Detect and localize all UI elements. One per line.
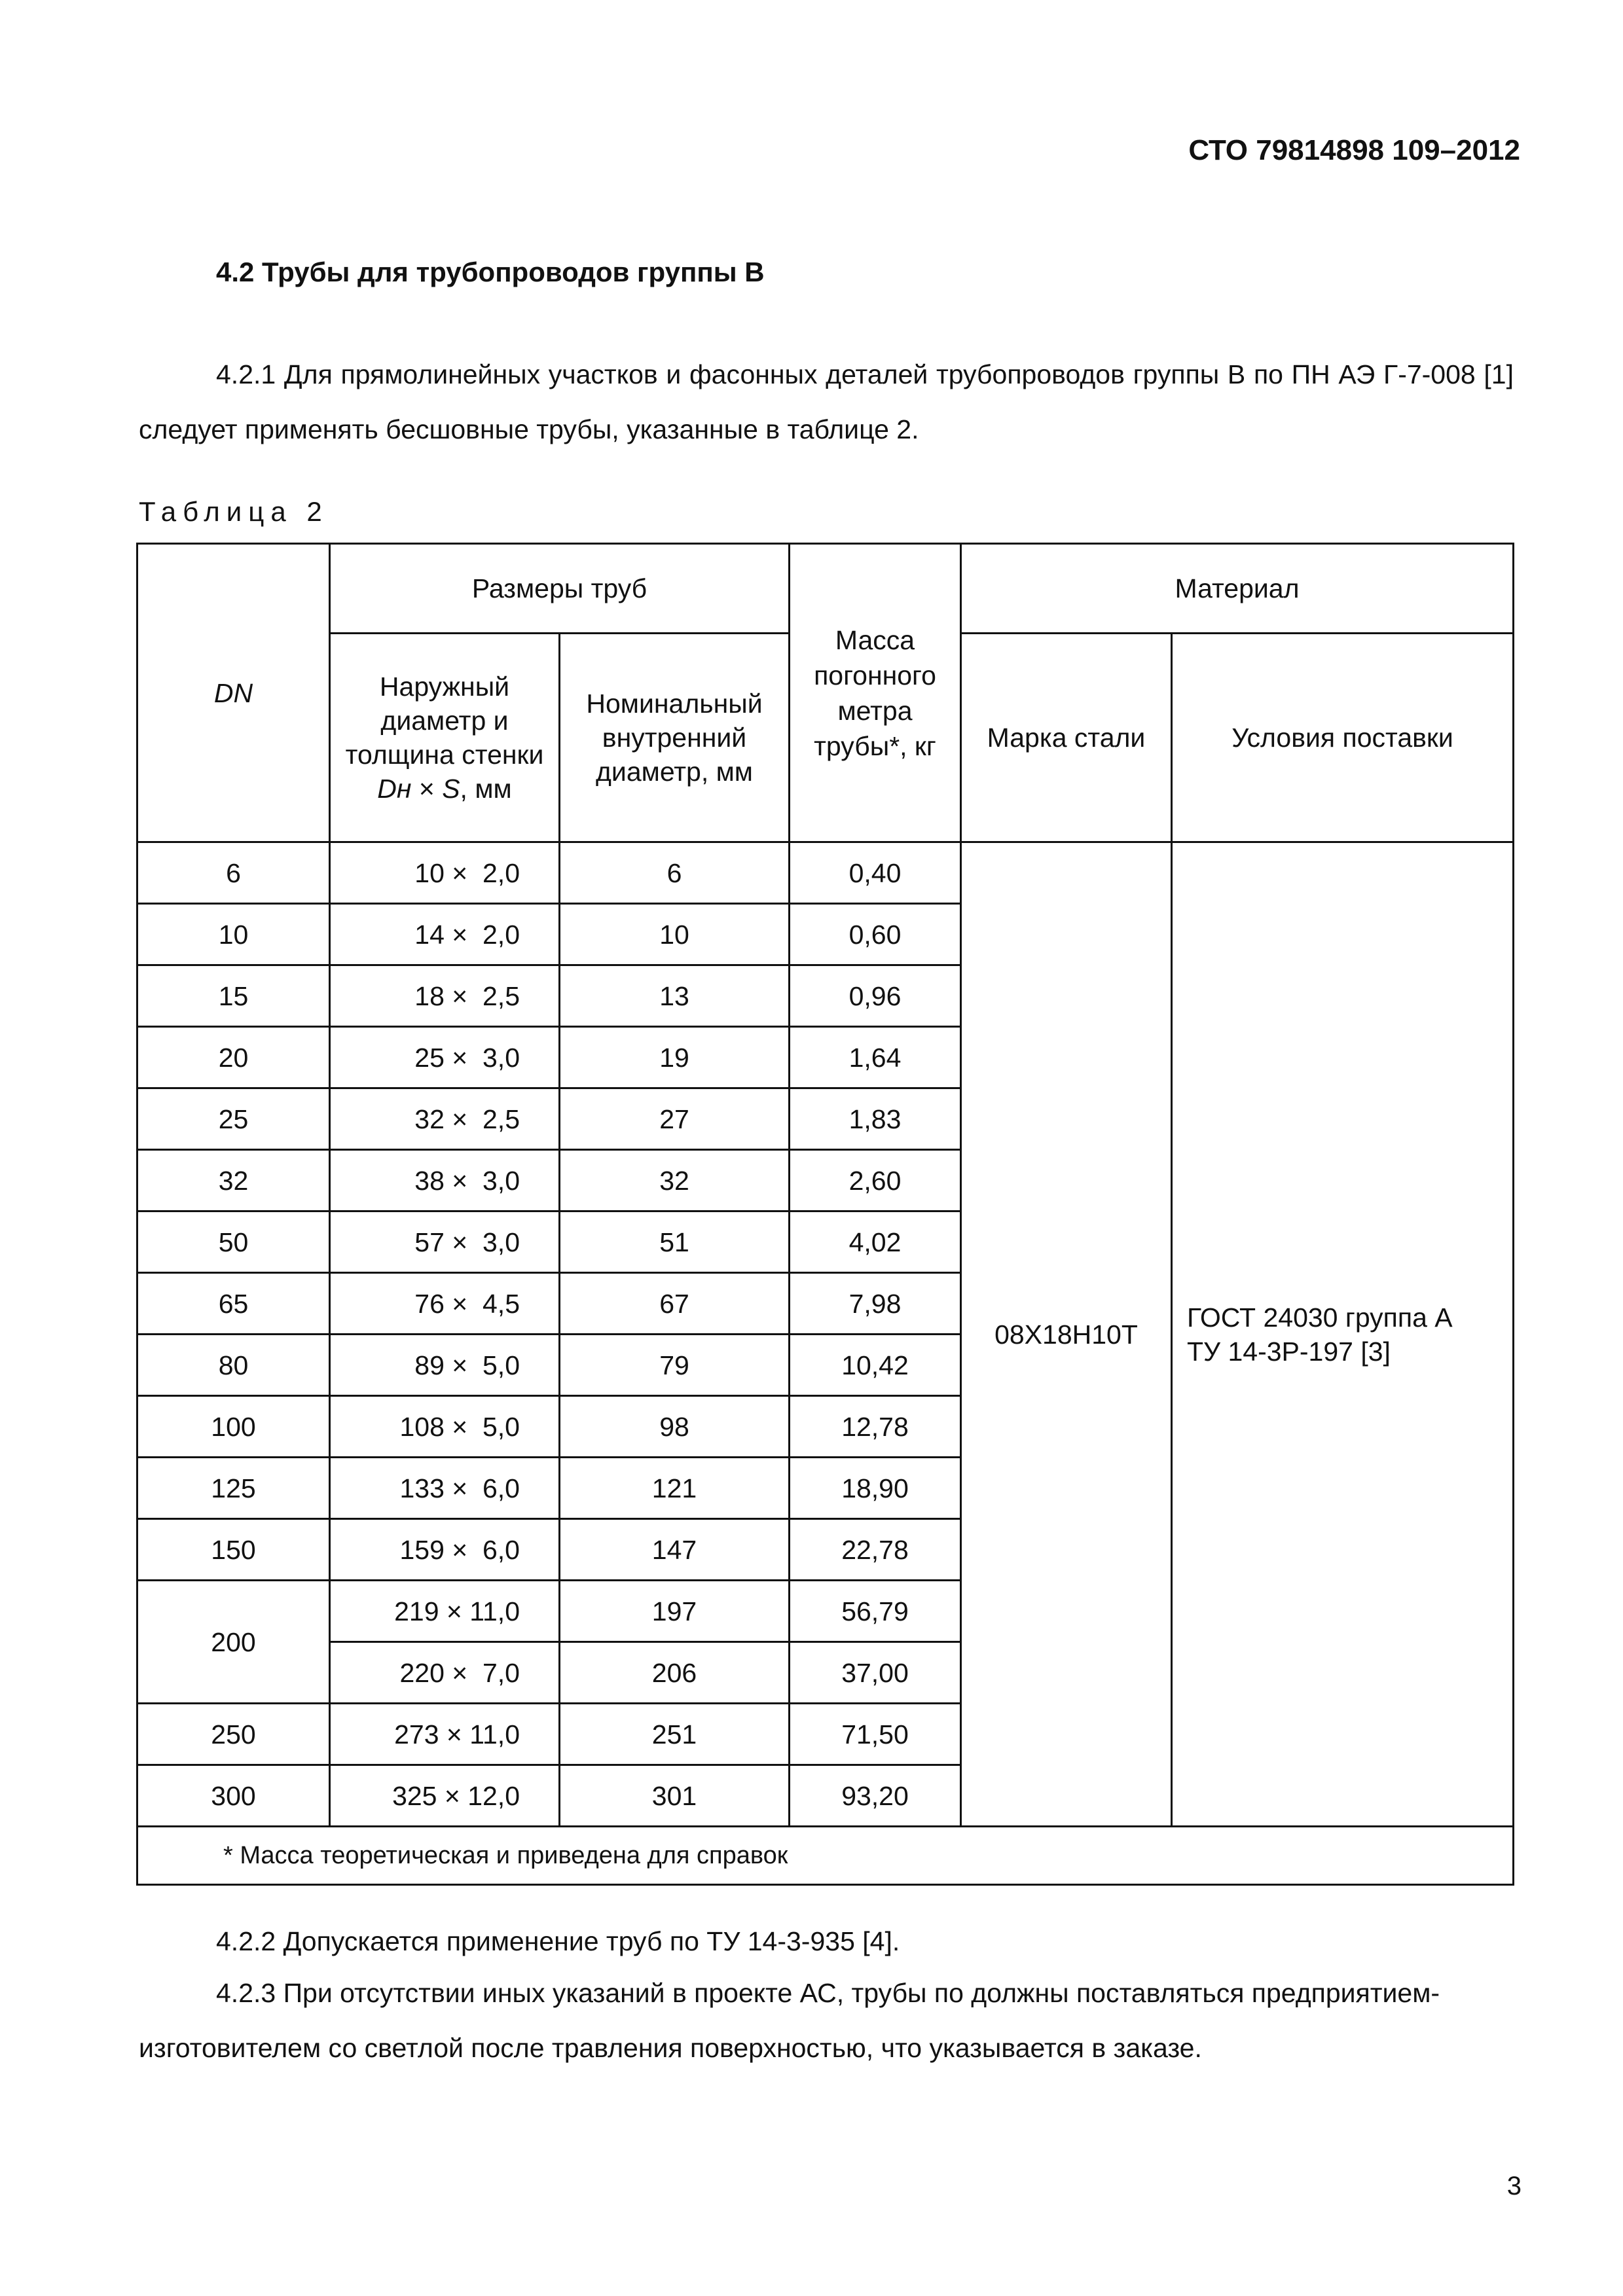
cell-size: 220 × 7,0: [330, 1642, 560, 1704]
cell-size: 219 × 11,0: [330, 1581, 560, 1642]
cell-inner: 67: [560, 1273, 790, 1335]
page-number: 3: [1506, 2172, 1522, 2200]
table-footnote-row: [137, 1827, 1514, 1885]
cell-size: 57 × 3,0: [330, 1211, 560, 1273]
cell-size: 133 × 6,0: [330, 1458, 560, 1519]
cell-mass: 2,60: [790, 1150, 961, 1211]
header-dn: DN: [137, 544, 330, 842]
header-steel-grade: Марка стали: [961, 634, 1172, 842]
cell-dn: 6: [137, 842, 330, 904]
cell-size: 273 × 11,0: [330, 1704, 560, 1765]
cell-size: 159 × 6,0: [330, 1519, 560, 1581]
cell-inner: 10: [560, 904, 790, 965]
cell-inner: 197: [560, 1581, 790, 1642]
cell-mass: 1,64: [790, 1027, 961, 1088]
cell-mass: 7,98: [790, 1273, 961, 1335]
cell-dn: 250: [137, 1704, 330, 1765]
cell-size: 18 × 2,5: [330, 965, 560, 1027]
cell-inner: 301: [560, 1765, 790, 1827]
cell-mass: 22,78: [790, 1519, 961, 1581]
header-mass: Масса погонного метра трубы*, кг: [790, 544, 961, 842]
cell-inner: 32: [560, 1150, 790, 1211]
cell-mass: 4,02: [790, 1211, 961, 1273]
cell-inner: 98: [560, 1396, 790, 1458]
cell-mass: 37,00: [790, 1642, 961, 1704]
cell-dn: 50: [137, 1211, 330, 1273]
paragraph-4-2-3: 4.2.3 При отсутствии иных указаний в проекте АС, трубы по должны поставляться предприятием-изготовителем со светлой после травления поверхностью, что указывается в заказе.: [139, 1978, 1440, 2063]
cell-steel-grade: 08Х18Н10Т: [961, 842, 1172, 1827]
cell-size: 38 × 3,0: [330, 1150, 560, 1211]
cell-inner: 251: [560, 1704, 790, 1765]
cell-inner: 147: [560, 1519, 790, 1581]
cell-inner: 6: [560, 842, 790, 904]
header-supply-conditions: Условия поставки: [1172, 634, 1514, 842]
cell-dn: 32: [137, 1150, 330, 1211]
cell-mass: 71,50: [790, 1704, 961, 1765]
paragraph-4-2-1: 4.2.1 Для прямолинейных участков и фасонных деталей трубопроводов группы В по ПН АЭ Г-7-008 [1] следует применять бесшовные трубы, указанные в таблице 2.: [139, 359, 1514, 444]
cell-mass: 0,60: [790, 904, 961, 965]
header-sizes-group: Размеры труб: [330, 544, 790, 634]
cell-inner: 121: [560, 1458, 790, 1519]
cell-inner: 19: [560, 1027, 790, 1088]
cell-inner: 79: [560, 1335, 790, 1396]
cell-size: 32 × 2,5: [330, 1088, 560, 1150]
cell-inner: 206: [560, 1642, 790, 1704]
cell-mass: 56,79: [790, 1581, 961, 1642]
cell-dn: 100: [137, 1396, 330, 1458]
cell-size: 25 × 3,0: [330, 1027, 560, 1088]
cell-mass: 12,78: [790, 1396, 961, 1458]
pipe-table: [136, 543, 1514, 1886]
cell-inner: 27: [560, 1088, 790, 1150]
cell-dn: 10: [137, 904, 330, 965]
cell-dn: 25: [137, 1088, 330, 1150]
cell-dn: 65: [137, 1273, 330, 1335]
cell-mass: 0,40: [790, 842, 961, 904]
cell-size: 325 × 12,0: [330, 1765, 560, 1827]
cell-dn: 20: [137, 1027, 330, 1088]
cell-dn: 300: [137, 1765, 330, 1827]
cell-supply-conditions: ГОСТ 24030 группа А ТУ 14-3Р-197 [3]: [1172, 842, 1514, 1827]
cell-mass: 18,90: [790, 1458, 961, 1519]
cell-dn: 125: [137, 1458, 330, 1519]
cell-size: 10 × 2,0: [330, 842, 560, 904]
section-title: 4.2 Трубы для трубопроводов группы В: [216, 257, 765, 287]
table-caption: Таблица 2: [139, 496, 329, 527]
cell-mass: 1,83: [790, 1088, 961, 1150]
cell-inner: 51: [560, 1211, 790, 1273]
header-inner-diameter: Номинальный внутренний диаметр, мм: [560, 634, 790, 842]
paragraph-4-2-2: 4.2.2 Допускается применение труб по ТУ 14-3-935 [4].: [216, 1926, 900, 1956]
table-row: [137, 842, 1514, 904]
header-material-group: Материал: [961, 544, 1514, 634]
cell-size: 14 × 2,0: [330, 904, 560, 965]
cell-dn: 150: [137, 1519, 330, 1581]
cell-inner: 13: [560, 965, 790, 1027]
cell-dn: 200: [137, 1581, 330, 1704]
cell-mass: 93,20: [790, 1765, 961, 1827]
cell-dn: 15: [137, 965, 330, 1027]
cell-size: 89 × 5,0: [330, 1335, 560, 1396]
cell-size: 76 × 4,5: [330, 1273, 560, 1335]
document-code: СТО 79814898 109–2012: [1188, 134, 1520, 166]
cell-mass: 10,42: [790, 1335, 961, 1396]
table-footnote: * Масса теоретическая и приведена для справок: [137, 1827, 1514, 1885]
cell-size: 108 × 5,0: [330, 1396, 560, 1458]
cell-dn: 80: [137, 1335, 330, 1396]
cell-mass: 0,96: [790, 965, 961, 1027]
header-outer-diameter: Наружный диаметр и толщина стенки Dн × S, мм: [330, 634, 560, 842]
